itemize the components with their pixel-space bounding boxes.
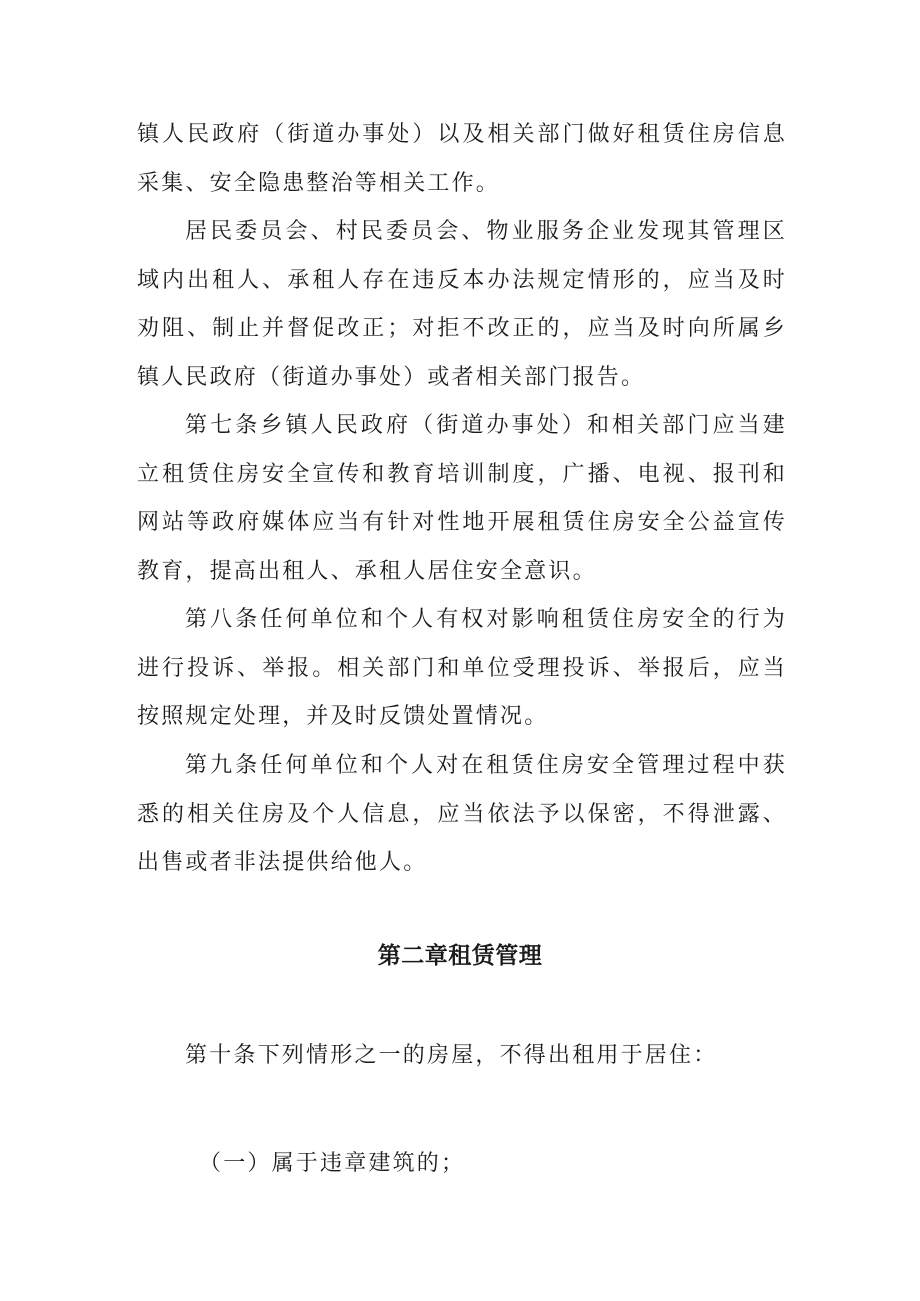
chapter-title: 第二章租赁管理 (377, 943, 543, 969)
list-item-1: （一）属于违章建筑的； (199, 1151, 466, 1176)
paragraph-article-7: 第七条乡镇人民政府（街道办事处）和相关部门应当建立租赁住房安全宣传和教育培训制度，广播、电视、报刊和网站等政府媒体应当有针对性地开展租赁住房安全公益宣传教育，提高出租人、承租人居住安全意识。 (137, 413, 787, 584)
paragraph-article-10: 第十条下列情形之一的房屋，不得出租用于居住： (185, 1043, 718, 1068)
paragraph-article-8: 第八条任何单位和个人有权对影响租赁住房安全的行为进行投诉、举报。相关部门和单位受理投诉、举报后，应当按照规定处理，并及时反馈处置情况。 (137, 607, 787, 730)
paragraph-continuation: 镇人民政府（街道办事处）以及相关部门做好租赁住房信息采集、安全隐患整治等相关工作。 (137, 122, 787, 196)
paragraph-article-9: 第九条任何单位和个人对在租赁住房安全管理过程中获悉的相关住房及个人信息，应当依法予以保密，不得泄露、出售或者非法提供给他人。 (137, 753, 787, 876)
paragraph-residents-committee: 居民委员会、村民委员会、物业服务企业发现其管理区域内出租人、承租人存在违反本办法规定情形的，应当及时劝阻、制止并督促改正；对拒不改正的，应当及时向所属乡镇人民政府（街道办事处）或者相关部门报告。 (137, 219, 787, 390)
